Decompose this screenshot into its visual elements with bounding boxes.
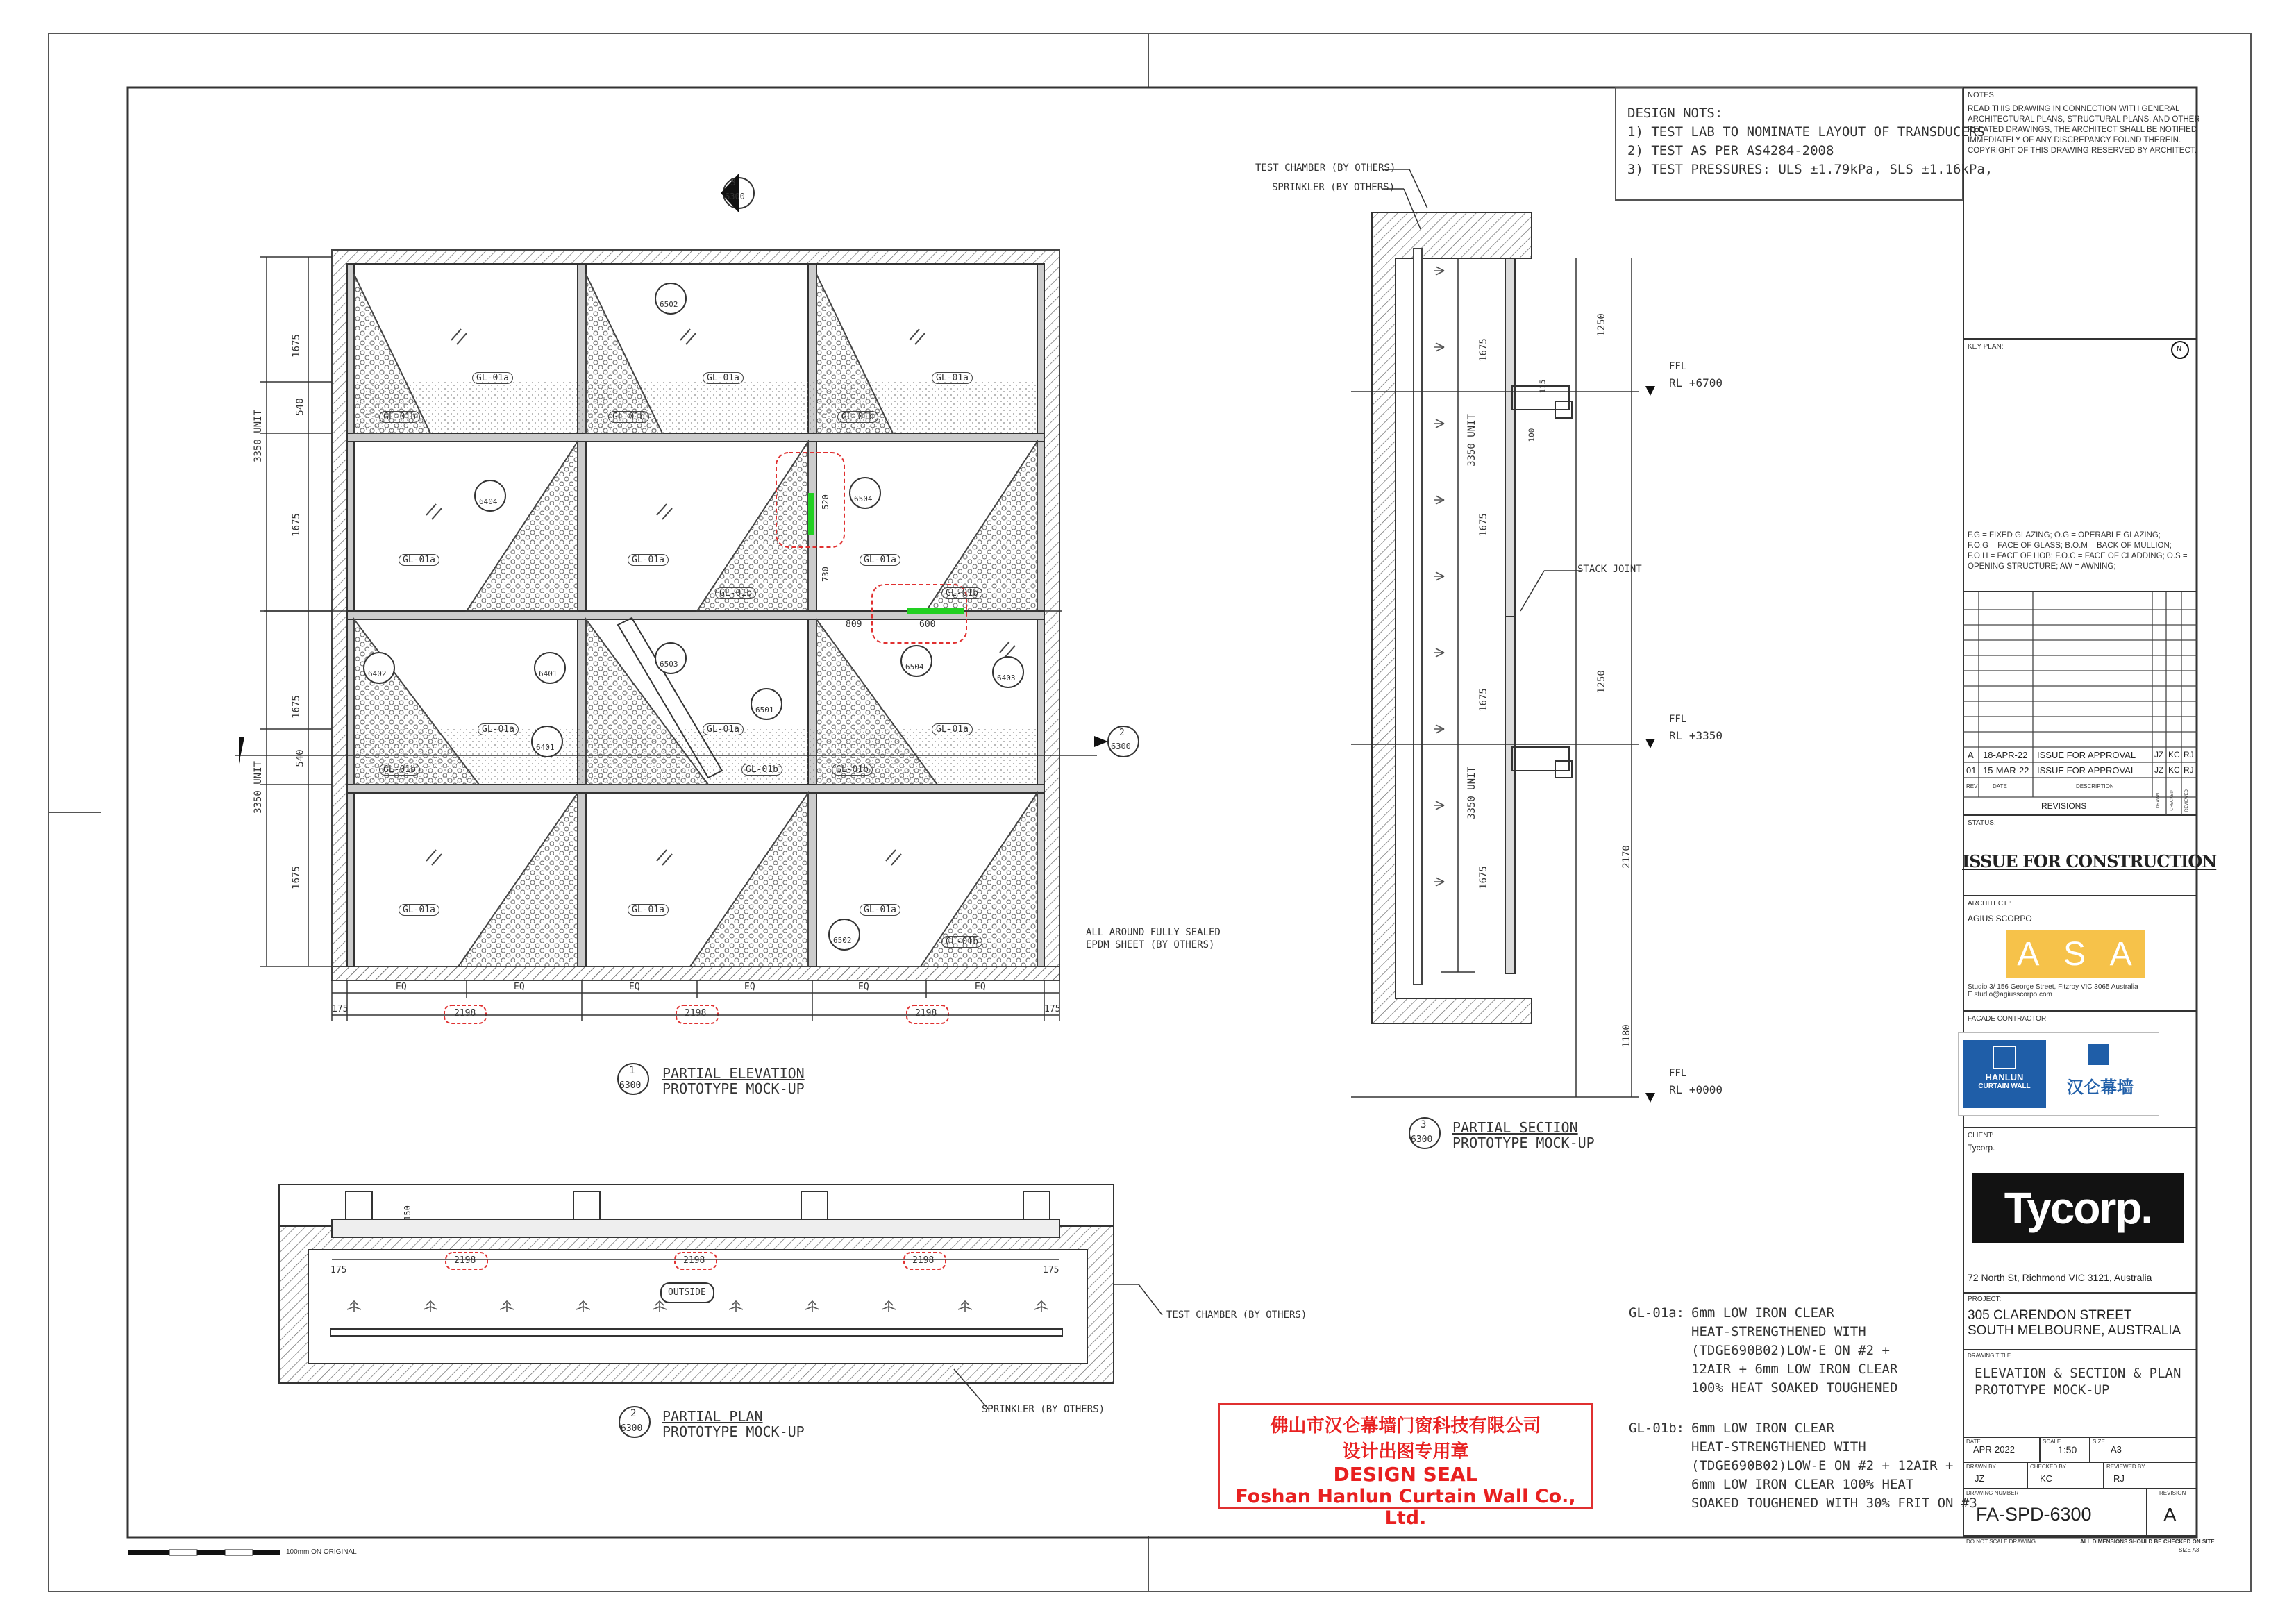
level-marker: [1645, 386, 1655, 396]
architect-name: AGIUS SCORPO: [1968, 914, 2032, 923]
rev-row-a-date: 18-APR-22: [1983, 750, 2028, 760]
glass-spec-a-lines: [1691, 1304, 1897, 1398]
level-marker: [1645, 739, 1655, 748]
design-notes: [1627, 104, 1993, 179]
date-value: APR-2022: [1973, 1444, 2015, 1455]
plan-subtitle: PROTOTYPE MOCK-UP: [662, 1423, 805, 1440]
rev-row-01-reviewed: RJ: [2184, 765, 2194, 775]
highlight-vertical: [808, 493, 814, 535]
bracket-lower: [1512, 747, 1569, 771]
callout-6402: 6402: [368, 669, 387, 678]
sec-dim-2170: 2170: [1620, 845, 1632, 869]
rev-header-desc: DESCRIPTION: [2076, 783, 2114, 789]
callout-6502b: 6502: [833, 936, 852, 945]
dim-eq: EQ: [396, 982, 407, 992]
glass-tag: GL-01b: [941, 936, 982, 948]
plan-title-sheet: 6300: [621, 1423, 643, 1434]
callout-6401b: 6401: [536, 743, 555, 752]
spec-line: HEAT-STRENGTHENED WITH: [1691, 1439, 1866, 1455]
plan-dim-175: 175: [1043, 1265, 1059, 1275]
dim-175: 175: [332, 1004, 349, 1014]
rev-header-drawn: DRAWN: [2156, 792, 2161, 809]
footer-size: SIZE A3: [2179, 1547, 2199, 1553]
glass-tag: GL-01a: [703, 723, 744, 735]
glass-tag: GL-01a: [628, 554, 669, 566]
transom-3: [347, 785, 1044, 793]
project-line: 305 CLARENDON STREET: [1968, 1308, 2132, 1323]
project-line: SOUTH MELBOURNE, AUSTRALIA: [1968, 1323, 2181, 1338]
rev-header-reviewed: REVIEWED: [2185, 789, 2190, 812]
plan-dim-150: 150: [402, 1205, 412, 1221]
glass-tag: GL-01a: [860, 904, 900, 916]
rev-row-01-desc: ISSUE FOR APPROVAL: [2037, 765, 2136, 776]
dim-3350-unit: 3350 UNIT: [252, 761, 264, 814]
north-label: N: [2177, 345, 2182, 353]
size-value: A3: [2111, 1444, 2122, 1455]
spec-line: (TDGE690B02)LOW-E ON #2 + 12AIR +: [1691, 1458, 1954, 1473]
hanlun-small-mark-icon: [2088, 1044, 2109, 1065]
sec-dim-1180: 1180: [1620, 1024, 1632, 1048]
glass-spec-b: [1629, 1419, 1977, 1513]
ffl-low: FFL: [1669, 1068, 1687, 1079]
glass-tag: GL-01b: [741, 764, 782, 776]
date-label: DATE: [1966, 1439, 1981, 1445]
tb-notes-line: COPYRIGHT OF THIS DRAWING RESERVED BY ARCHITECT.: [1968, 147, 2197, 155]
elev-subtitle: PROTOTYPE MOCK-UP: [662, 1080, 805, 1097]
dim-eq: EQ: [514, 982, 525, 992]
stamp-line4: Foshan Hanlun Curtain Wall Co., Ltd.: [1235, 1486, 1576, 1529]
spec-line: 12AIR + 6mm LOW IRON CLEAR: [1691, 1362, 1898, 1377]
glass-spec-a: [1629, 1304, 1897, 1398]
tb-abbrev: [1968, 530, 2188, 572]
plan-title: PARTIAL PLAN: [662, 1408, 763, 1425]
glass-tag: GL-01b: [379, 411, 420, 423]
revisions-label: REVISIONS: [2041, 801, 2087, 811]
dim-809: 809: [846, 619, 862, 630]
callout-2-sheet: 6300: [1111, 742, 1131, 751]
spec-line: 6mm LOW IRON CLEAR 100% HEAT: [1691, 1477, 1914, 1492]
facade-panel-lower: [1505, 617, 1515, 973]
dim-3350-unit: 3350 UNIT: [252, 410, 264, 462]
revision-value: A: [2163, 1504, 2177, 1525]
glass-tag: GL-01a: [932, 723, 973, 735]
section-test-chamber: TEST CHAMBER (BY OTHERS): [1255, 162, 1396, 174]
dim-175: 175: [1044, 1004, 1061, 1014]
edge-seal-note: [1086, 926, 1221, 951]
dim-730: 730: [820, 567, 830, 582]
glass-tag: GL-01a: [478, 723, 519, 735]
sec-dim-1250: 1250: [1595, 313, 1607, 337]
edge-seal-note-line2: EPDM SHEET (BY OTHERS): [1086, 939, 1215, 951]
elev-title-sheet: 6300: [619, 1080, 642, 1091]
plan-dim-2198: 2198: [683, 1255, 705, 1266]
hanlun-mark-icon: [1993, 1046, 2016, 1069]
frit-band-upper: [354, 382, 1037, 433]
glass-tag: GL-01a: [860, 554, 900, 566]
stamp-line2: 设计出图专用章: [1342, 1441, 1469, 1462]
module-width: 2198: [685, 1008, 707, 1019]
sec-title-num: 3: [1421, 1119, 1427, 1130]
elev-title-num: 1: [629, 1065, 635, 1076]
drawing-title-line: PROTOTYPE MOCK-UP: [1975, 1382, 2110, 1398]
glass-spec-b-lines: [1691, 1419, 1977, 1513]
design-seal-stamp: [1218, 1403, 1593, 1529]
architect-label: ARCHITECT :: [1968, 900, 2011, 907]
tb-notes-line: READ THIS DRAWING IN CONNECTION WITH GENERAL: [1968, 105, 2180, 113]
stack-joint: STACK JOINT: [1577, 564, 1642, 575]
glass-tag: GL-01a: [399, 904, 439, 916]
section-sprinkler: SPRINKLER (BY OTHERS): [1272, 182, 1396, 193]
hanlun-logo-cn: 汉仑幕墙: [2067, 1078, 2134, 1097]
rev-row-01-drawn: JZ: [2154, 765, 2164, 775]
drawing-number: FA-SPD-6300: [1976, 1504, 2092, 1525]
sec-dim-1675: 1675: [1477, 688, 1489, 712]
rl-low: RL +0000: [1669, 1083, 1723, 1096]
glass-spec-b-code: GL-01b:: [1629, 1421, 1685, 1436]
rev-row-01-rev: 01: [1966, 765, 1977, 776]
glass-tag: GL-01b: [832, 764, 873, 776]
project-label: PROJECT:: [1968, 1296, 2002, 1303]
tb-abbrev-line: OPENING STRUCTURE; AW = AWNING;: [1968, 562, 2116, 571]
hanlun-logo-subtext: CURTAIN WALL: [1978, 1082, 2031, 1090]
facade-label: FACADE CONTRACTOR:: [1968, 1015, 2048, 1023]
sec-title-sheet: 6300: [1411, 1135, 1433, 1145]
dim-1675: 1675: [290, 866, 302, 889]
plan-drawing: [279, 1064, 1162, 1437]
sec-dim-unit: 3350 UNIT: [1466, 767, 1477, 819]
callout-3-num: 3: [730, 178, 736, 188]
spec-line: 6mm LOW IRON CLEAR: [1691, 1421, 1834, 1436]
glass-tag: GL-01a: [703, 372, 744, 384]
rev-row-01-checked: KC: [2168, 765, 2180, 775]
sec-subtitle: PROTOTYPE MOCK-UP: [1452, 1135, 1595, 1151]
callout-6504: 6504: [854, 494, 873, 503]
dim-eq: EQ: [629, 982, 640, 992]
ffl-upper: FFL: [1669, 361, 1687, 372]
dim-600: 600: [919, 619, 936, 630]
hanlun-logo-block: [1963, 1040, 2046, 1108]
cut-marker: [239, 737, 244, 764]
section-drawing: [1351, 169, 1655, 1148]
tycorp-logo: Tycorp.: [1972, 1173, 2184, 1243]
design-note-2: 2) TEST AS PER AS4284-2008: [1627, 143, 1834, 158]
project-name: [1968, 1308, 2181, 1339]
stamp-line1: 佛山市汉仑幕墙门窗科技有限公司: [1270, 1416, 1541, 1437]
rev-row-a-desc: ISSUE FOR APPROVAL: [2037, 750, 2136, 760]
hanlun-logo: [1958, 1032, 2159, 1116]
rev-header-rev: REV: [1966, 783, 1978, 789]
tb-notes-line: IMMEDIATELY OF ANY DISCREPANCY FOUND THEREIN.: [1968, 136, 2181, 144]
rev-header-checked: CHECKED: [2170, 790, 2175, 811]
section-arrow-2: [1094, 736, 1108, 747]
scale-bar-label: 100mm ON ORIGINAL: [286, 1548, 357, 1556]
callout-6502: 6502: [660, 300, 678, 309]
sprinklers: [1434, 267, 1444, 886]
scale-value: 1:50: [2058, 1444, 2077, 1455]
spec-line: HEAT-STRENGTHENED WITH: [1691, 1324, 1866, 1339]
rev-row-a-drawn: JZ: [2154, 750, 2164, 760]
glass-tag: GL-01a: [399, 554, 439, 566]
highlight-horizontal: [907, 608, 964, 614]
glass-tag: GL-01b: [837, 411, 878, 423]
glass-tag: GL-01a: [472, 372, 513, 384]
dim-1675: 1675: [290, 513, 302, 537]
spec-line: 6mm LOW IRON CLEAR: [1691, 1305, 1834, 1321]
reviewed-by-label: REVIEWED BY: [2106, 1464, 2145, 1470]
rev-row-a-rev: A: [1968, 750, 1974, 760]
module-width: 2198: [915, 1008, 937, 1019]
dim-1675: 1675: [290, 334, 302, 358]
client-label: CLIENT:: [1968, 1132, 1994, 1139]
plan-sprinkler: SPRINKLER (BY OTHERS): [982, 1404, 1105, 1415]
rl-upper: RL +6700: [1669, 376, 1723, 390]
drawing-title-line: ELEVATION & SECTION & PLAN: [1975, 1366, 2181, 1381]
callout-6503: 6503: [660, 660, 678, 669]
scale-bar: [128, 1550, 280, 1555]
tb-abbrev-line: F.G = FIXED GLAZING; O.G = OPERABLE GLAZING;: [1968, 531, 2161, 539]
drawing-number-label: DRAWING NUMBER: [1966, 1490, 2019, 1496]
client-name: Tycorp.: [1968, 1143, 1995, 1153]
plan-inner: [308, 1250, 1087, 1364]
scale-label: SCALE: [2043, 1439, 2061, 1445]
architect-address: [1968, 983, 2138, 998]
elevation-base-strip: [332, 966, 1059, 980]
plan-facade-strip: [332, 1219, 1059, 1237]
ffl-mid: FFL: [1669, 714, 1687, 725]
spec-line: (TDGE690B02)LOW-E ON #2 +: [1691, 1343, 1890, 1358]
drawing-title-label: DRAWING TITLE: [1968, 1353, 2011, 1359]
elev-title: PARTIAL ELEVATION: [662, 1065, 805, 1082]
tb-notes-text: [1968, 104, 2200, 156]
callout-6504b: 6504: [905, 662, 924, 671]
glass-tag: GL-01a: [932, 372, 973, 384]
dim-540: 540: [294, 749, 306, 767]
design-note-3: 3) TEST PRESSURES: ULS ±1.79kPa, SLS ±1.16kPa,: [1627, 162, 1993, 177]
tb-abbrev-line: F.O.G = FACE OF GLASS; B.O.M = BACK OF MULLION;: [1968, 542, 2172, 550]
glass-spec-a-code: GL-01a:: [1629, 1305, 1685, 1321]
tb-notes-line: RELATED DRAWINGS, THE ARCHITECT SHALL BE NOTIFIED: [1968, 126, 2197, 134]
drawing-title: [1975, 1365, 2181, 1398]
callout-6501: 6501: [755, 705, 774, 714]
tb-notes-heading: NOTES: [1968, 91, 1994, 99]
edge-seal-note-line1: ALL AROUND FULLY SEALED: [1086, 927, 1221, 938]
tb-key-plan: KEY PLAN:: [1968, 343, 2004, 351]
checked-by: KC: [2040, 1473, 2053, 1484]
transom-1: [347, 433, 1044, 442]
tb-abbrev-line: F.O.H = FACE OF HOB; F.O.C = FACE OF CLADDING; O.S =: [1968, 552, 2188, 560]
callout-6401a: 6401: [539, 669, 558, 678]
glass-tag: GL-01b: [941, 587, 982, 599]
plan-title-num: 2: [630, 1408, 637, 1419]
hanlun-logo-text: HANLUN: [1985, 1072, 2024, 1082]
rev-header-date: DATE: [1993, 783, 2007, 789]
size-label: SIZE: [2093, 1439, 2105, 1445]
glass-tag: GL-01b: [715, 587, 756, 599]
plan-dim-2198: 2198: [912, 1255, 935, 1266]
sec-dim-1250: 1250: [1595, 670, 1607, 694]
dim-eq: EQ: [975, 982, 986, 992]
drawn-by: JZ: [1975, 1473, 1985, 1484]
architect-address-line: Studio 3/ 156 George Street, Fitzroy VIC 3065 Australia: [1968, 983, 2138, 991]
asa-logo-letter: A: [2017, 935, 2043, 973]
rev-row-a-checked: KC: [2168, 750, 2180, 760]
plan-dim-2198: 2198: [454, 1255, 476, 1266]
sec-dim-100: 100: [1527, 428, 1536, 442]
elevation-drawing: [235, 174, 1139, 1023]
rev-row-01-date: 15-MAR-22: [1983, 765, 2029, 776]
design-note-1: 1) TEST LAB TO NOMINATE LAYOUT OF TRANSDUCERS: [1627, 124, 1985, 140]
sec-dim-1675: 1675: [1477, 338, 1489, 362]
status-label: STATUS:: [1968, 819, 1996, 827]
callout-6403: 6403: [997, 673, 1016, 683]
footer-dimensions: ALL DIMENSIONS SHOULD BE CHECKED ON SITE: [2080, 1539, 2215, 1545]
glass-tag: GL-01b: [379, 764, 420, 776]
dim-540: 540: [294, 398, 306, 416]
sec-dim-1675: 1675: [1477, 513, 1489, 537]
stamp-line3: DESIGN SEAL: [1333, 1463, 1478, 1486]
glass-tag: GL-01b: [608, 411, 649, 423]
client-address: 72 North St, Richmond VIC 3121, Australia: [1968, 1272, 2152, 1283]
glass-tag: GL-01a: [628, 904, 669, 916]
status-value: ISSUE FOR CONSTRUCTION: [1962, 851, 2217, 871]
revision-label: REVISION: [2159, 1490, 2186, 1496]
rev-row-a-reviewed: RJ: [2184, 750, 2194, 760]
spec-line: 100% HEAT SOAKED TOUGHENED: [1691, 1380, 1898, 1396]
spec-line: SOAKED TOUGHENED WITH 30% FRIT ON #3: [1691, 1496, 1977, 1511]
sec-dim-unit: 3350 UNIT: [1466, 414, 1477, 467]
sec-title: PARTIAL SECTION: [1452, 1119, 1578, 1136]
design-notes-title: DESIGN NOTS:: [1627, 106, 1723, 121]
plan-test-chamber: TEST CHAMBER (BY OTHERS): [1166, 1309, 1307, 1321]
dim-1675: 1675: [290, 695, 302, 719]
dim-eq: EQ: [744, 982, 755, 992]
facade-panel-upper: [1505, 258, 1515, 617]
sec-dim-1675: 1675: [1477, 866, 1489, 889]
callout-3-sheet: 6300: [725, 192, 745, 201]
checked-by-label: CHECKED BY: [2030, 1464, 2067, 1470]
level-marker: [1645, 1093, 1655, 1103]
plan-dim-175: 175: [330, 1265, 347, 1275]
tb-notes-line: ARCHITECTURAL PLANS, STRUCTURAL PLANS, AND OTHER: [1968, 115, 2200, 124]
architect-address-line: E studio@agiusscorpo.com: [1968, 991, 2052, 998]
revisions-grid: [1963, 592, 2197, 815]
asa-logo: [2006, 930, 2145, 978]
reviewed-by: RJ: [2113, 1473, 2125, 1484]
module-width: 2198: [454, 1008, 476, 1019]
footer-no-scale: DO NOT SCALE DRAWING.: [1966, 1539, 2038, 1545]
callout-2-num: 2: [1119, 728, 1125, 738]
sec-dim-115: 115: [1538, 379, 1548, 394]
rl-mid: RL +3350: [1669, 729, 1723, 742]
drawn-by-label: DRAWN BY: [1966, 1464, 1996, 1470]
asa-logo-letter: S: [2063, 935, 2088, 973]
plan-outside: OUTSIDE: [668, 1287, 706, 1298]
chamber-plate: [1414, 249, 1422, 985]
dim-520: 520: [820, 494, 830, 510]
callout-6404: 6404: [479, 497, 498, 506]
dim-eq: EQ: [858, 982, 869, 992]
asa-logo-letter: A: [2109, 935, 2135, 973]
